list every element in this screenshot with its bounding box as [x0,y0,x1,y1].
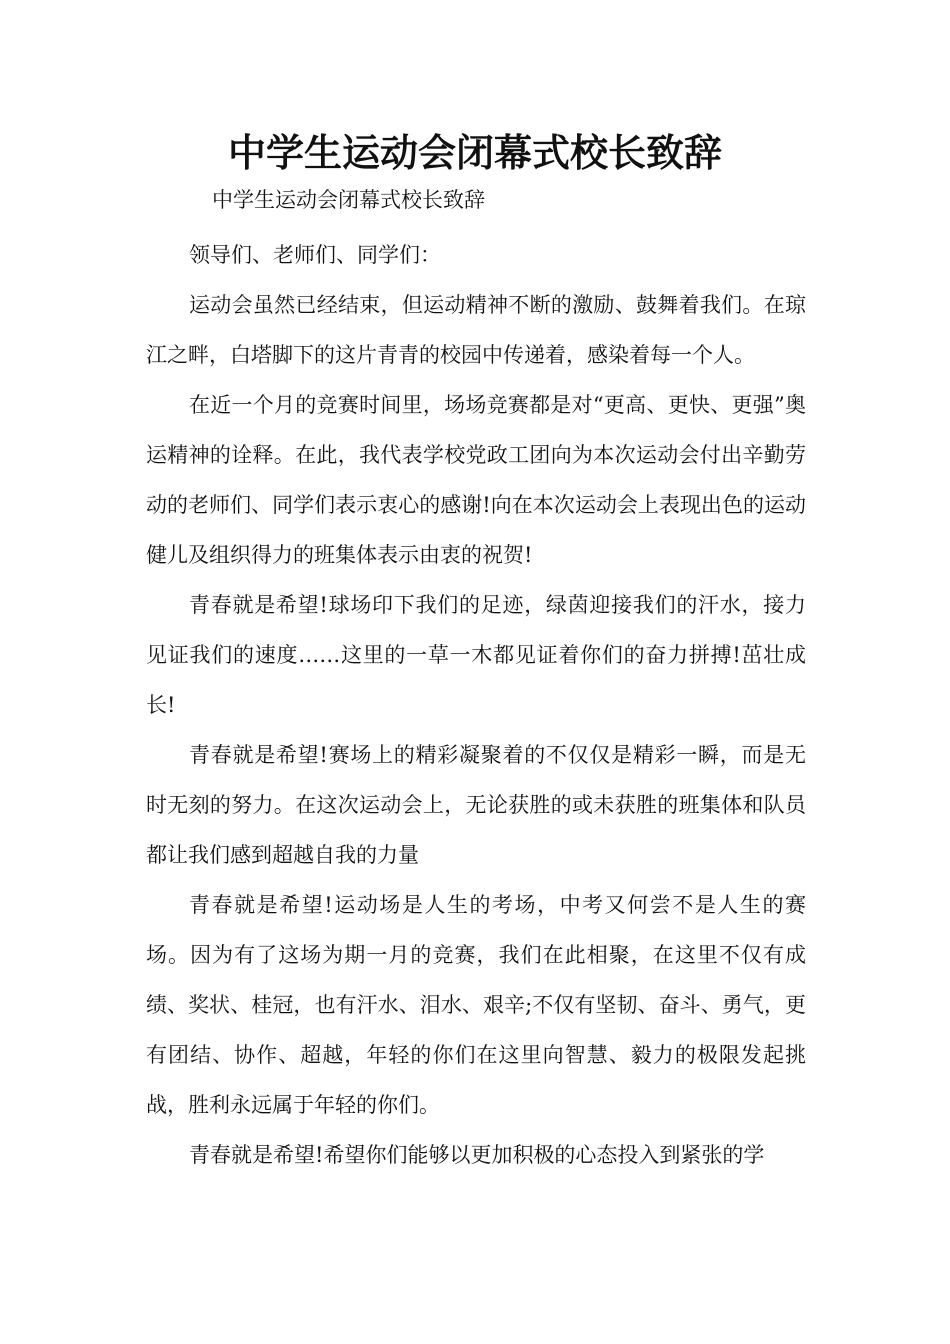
body-paragraph: 青春就是希望!球场印下我们的足迹，绿茵迎接我们的汗水，接力见证我们的速度……这里的一草一木都见证着你们的奋力拼搏!茁壮成长! [146,593,806,717]
body-paragraph: 青春就是希望!赛场上的精彩凝聚着的不仅仅是精彩一瞬，而是无时无刻的努力。在这次运动会上，无论获胜的或未获胜的班集体和队员都让我们感到超越自我的力量 [146,743,806,867]
body-paragraph: 在近一个月的竞赛时间里，场场竞赛都是对“更高、更快、更强”奥运精神的诠释。在此，我代表学校党政工团向为本次运动会付出辛勤劳动的老师们、同学们表示衷心的感谢!向在本次运动会上表现出色的运动健儿及组织得力的班集体表示由衷的祝贺! [146,393,806,567]
greeting-paragraph: 领导们、老师们、同学们： [189,243,441,267]
document-title: 中学生运动会闭幕式校长致辞 [227,131,722,175]
body-paragraph: 运动会虽然已经结束，但运动精神不断的激励、鼓舞着我们。在琼江之畔，白塔脚下的这片青青的校园中传递着，感染着每一个人。 [146,293,806,367]
body-paragraph: 青春就是希望!希望你们能够以更加积极的心态投入到紧张的学 [189,1143,765,1167]
document-body [146,230,806,1180]
body-paragraph: 青春就是希望!运动场是人生的考场，中考又何尝不是人生的赛场。因为有了这场为期一月的竞赛，我们在此相聚，在这里不仅有成绩、奖状、桂冠，也有汗水、泪水、艰辛;不仅有坚韧、奋斗、勇气，更有团结、协作、超越，年轻的你们在这里向智慧、毅力的极限发起挑战，胜利永远属于年轻的你们。 [146,893,806,1117]
document-subtitle: 中学生运动会闭幕式校长致辞 [212,188,485,212]
